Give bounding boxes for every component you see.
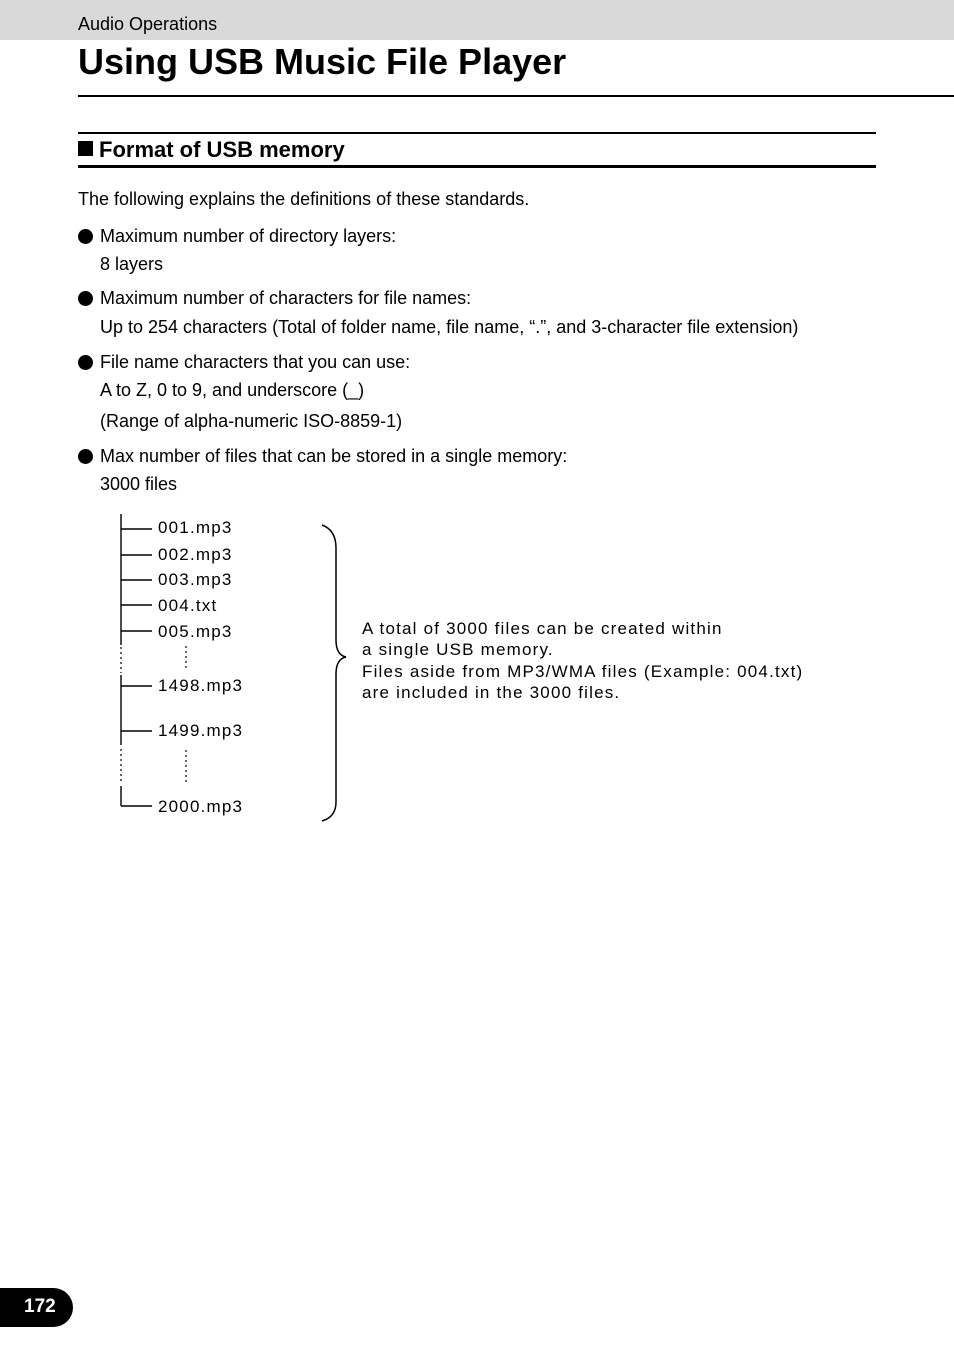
- page-number: 172: [24, 1296, 56, 1317]
- bullet-icon: [78, 355, 93, 370]
- file-name: 005.mp3: [158, 622, 233, 641]
- file-name: 1498.mp3: [158, 676, 244, 695]
- spec-value: A to Z, 0 to 9, and underscore (_): [100, 380, 365, 400]
- spec-label: Max number of files that can be stored in a single memory:: [100, 446, 568, 466]
- file-name: 004.txt: [158, 596, 218, 615]
- file-name: 001.mp3: [158, 518, 233, 537]
- page-number-badge: [0, 1288, 73, 1327]
- subsection-title: [78, 137, 345, 163]
- subsection-title-text: Format of USB memory: [99, 137, 345, 162]
- diagram-note-line: are included in the 3000 files.: [362, 683, 621, 702]
- bullet-icon: [78, 291, 93, 306]
- subsection-header: [78, 132, 876, 168]
- file-name: 2000.mp3: [158, 797, 244, 816]
- spec-label: Maximum number of characters for file names:: [100, 288, 472, 308]
- diagram-note-line: Files aside from MP3/WMA files (Example: 004.txt): [362, 662, 804, 681]
- spec-value: 8 layers: [100, 254, 164, 274]
- diagram-note-line: a single USB memory.: [362, 640, 554, 659]
- page-title: Using USB Music File Player: [78, 41, 567, 82]
- spec-label: Maximum number of directory layers:: [100, 226, 397, 246]
- intro-text: The following explains the definitions of these standards.: [78, 189, 530, 209]
- bullet-icon: [78, 229, 93, 244]
- spec-label: File name characters that you can use:: [100, 352, 411, 372]
- file-name: 1499.mp3: [158, 721, 244, 740]
- title-divider: [78, 95, 954, 97]
- file-name: 003.mp3: [158, 570, 233, 589]
- curly-brace: [322, 525, 346, 821]
- diagram-note-line: A total of 3000 files can be created within: [362, 619, 723, 638]
- spec-value: (Range of alpha-numeric ISO-8859-1): [100, 411, 403, 431]
- file-name: 002.mp3: [158, 545, 233, 564]
- spec-value: Up to 254 characters (Total of folder name, file name, “.”, and 3-character file extension): [100, 317, 799, 337]
- section-label: Audio Operations: [78, 14, 218, 34]
- spec-value: 3000 files: [100, 474, 178, 494]
- square-bullet-icon: [78, 141, 93, 156]
- bullet-icon: [78, 449, 93, 464]
